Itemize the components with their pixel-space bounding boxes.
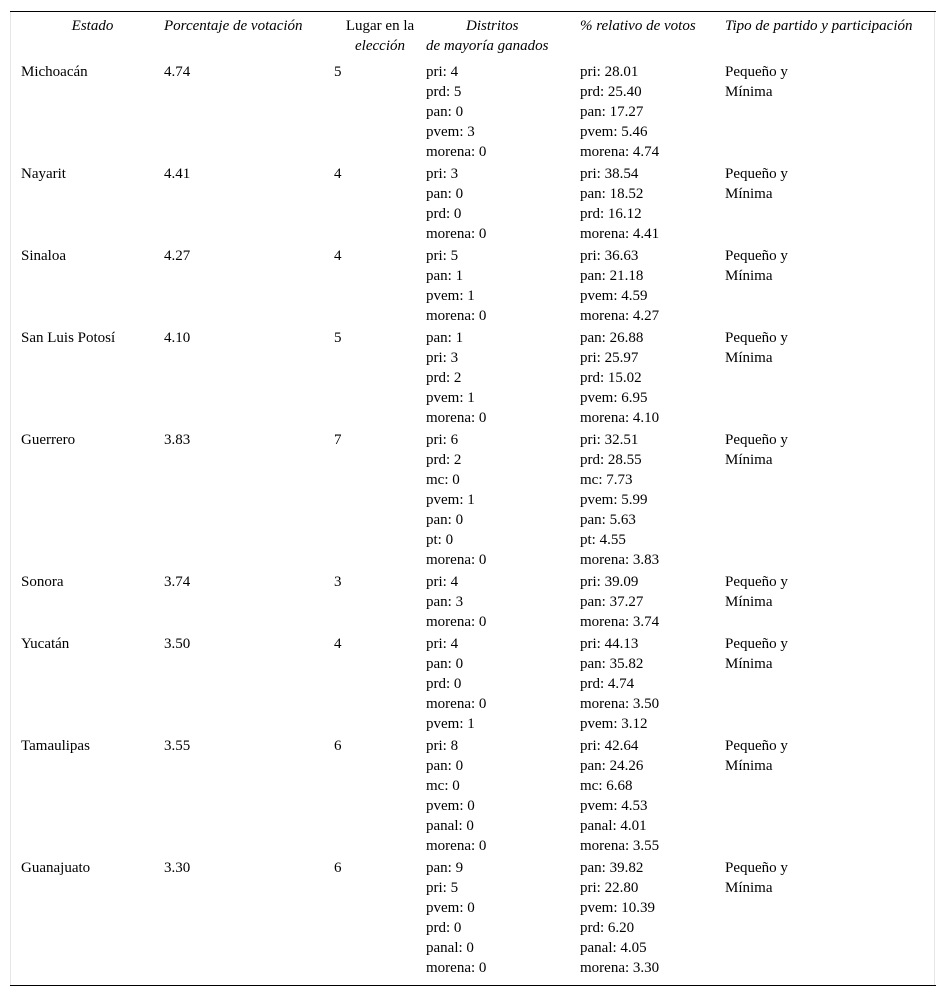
relativo-line: pri: 36.63 [580,248,639,264]
cell-relativo [580,572,725,634]
relativo-line: pri: 32.51 [580,432,639,448]
relativo-line: morena: 3.50 [580,696,660,712]
distritos-line: morena: 0 [426,838,487,854]
distritos-line: pri: 4 [426,636,459,652]
porcentaje-value: 4.74 [164,64,191,80]
relativo-line: pvem: 10.39 [580,900,655,916]
distritos-line: mc: 0 [426,472,460,488]
cell-relativo [580,736,725,858]
relativo-line: prd: 15.02 [580,370,642,386]
relativo-line: pvem: 6.95 [580,390,648,406]
header-row [11,16,935,62]
cell-relativo [580,858,725,980]
header-distritos-line1: Distritos [466,18,519,34]
cell-lugar [334,736,426,858]
distritos-line: pvem: 3 [426,124,475,140]
tipo-line2: Mínima [725,656,773,672]
distritos-line: pt: 0 [426,532,454,548]
distritos-line: panal: 0 [426,940,474,956]
lugar-value: 4 [334,166,342,182]
cell-lugar [334,634,426,736]
lugar-value: 3 [334,574,342,590]
cell-tipo [725,572,935,634]
cell-porcentaje [164,328,334,430]
cell-tipo [725,328,935,430]
table-row [11,430,935,572]
header-lugar-line1: Lugar en la [345,18,415,34]
estado-value: San Luis Potosí [21,330,116,346]
cell-relativo [580,328,725,430]
estado-value: Guerrero [21,432,76,448]
table-row [11,634,935,736]
tipo-line1: Pequeño y [725,574,788,590]
cell-lugar [334,164,426,246]
relativo-line: prd: 25.40 [580,84,642,100]
cell-tipo [725,62,935,164]
cell-lugar [334,430,426,572]
lugar-value: 4 [334,248,342,264]
cell-tipo [725,246,935,328]
relativo-line: mc: 7.73 [580,472,633,488]
porcentaje-value: 3.83 [164,432,191,448]
cell-lugar [334,858,426,980]
lugar-value: 7 [334,432,342,448]
cell-porcentaje [164,164,334,246]
tipo-line1: Pequeño y [725,432,788,448]
distritos-line: pan: 1 [426,268,464,284]
cell-distritos [426,164,580,246]
tipo-line2: Mínima [725,452,773,468]
porcentaje-value: 3.74 [164,574,191,590]
distritos-line: pvem: 1 [426,288,475,304]
relativo-line: morena: 4.74 [580,144,660,160]
relativo-line: pan: 39.82 [580,860,644,876]
lugar-value: 6 [334,860,342,876]
relativo-line: morena: 3.30 [580,960,660,976]
header-tipo-label: Tipo de partido y participación [725,18,913,34]
tipo-line1: Pequeño y [725,64,788,80]
cell-lugar [334,328,426,430]
distritos-line: morena: 0 [426,308,487,324]
relativo-line: pan: 18.52 [580,186,644,202]
cell-relativo [580,634,725,736]
relativo-line: pan: 37.27 [580,594,644,610]
distritos-line: morena: 0 [426,696,487,712]
relativo-line: pan: 21.18 [580,268,644,284]
tipo-line1: Pequeño y [725,860,788,876]
relativo-line: morena: 4.10 [580,410,660,426]
distritos-line: morena: 0 [426,410,487,426]
distritos-line: pan: 1 [426,330,464,346]
cell-lugar [334,572,426,634]
relativo-line: pan: 35.82 [580,656,644,672]
relativo-line: morena: 3.74 [580,614,660,630]
distritos-line: mc: 0 [426,778,460,794]
cell-tipo [725,858,935,980]
porcentaje-value: 4.41 [164,166,191,182]
cell-porcentaje [164,246,334,328]
cell-porcentaje [164,572,334,634]
distritos-line: morena: 0 [426,552,487,568]
tipo-line2: Mínima [725,880,773,896]
tipo-line2: Mínima [725,84,773,100]
porcentaje-value: 3.30 [164,860,191,876]
porcentaje-value: 4.10 [164,330,191,346]
relativo-line: pri: 22.80 [580,880,639,896]
cell-distritos [426,62,580,164]
porcentaje-value: 3.50 [164,636,191,652]
cell-estado [11,736,164,858]
distritos-line: pri: 5 [426,248,459,264]
relativo-line: panal: 4.01 [580,818,647,834]
tipo-line1: Pequeño y [725,330,788,346]
distritos-line: pvem: 1 [426,492,475,508]
distritos-line: pvem: 0 [426,798,475,814]
relativo-line: morena: 3.83 [580,552,660,568]
relativo-line: pvem: 5.46 [580,124,648,140]
cell-estado [11,858,164,980]
estado-value: Tamaulipas [21,738,90,754]
table-row [11,736,935,858]
tipo-line2: Mínima [725,350,773,366]
cell-estado [11,572,164,634]
table-row [11,164,935,246]
table-row [11,328,935,430]
relativo-line: pri: 38.54 [580,166,639,182]
relativo-line: morena: 4.41 [580,226,660,242]
cell-estado [11,328,164,430]
relativo-line: pvem: 3.12 [580,716,648,732]
relativo-line: morena: 4.27 [580,308,660,324]
tipo-line1: Pequeño y [725,248,788,264]
distritos-line: prd: 2 [426,370,462,386]
relativo-line: pri: 25.97 [580,350,639,366]
cell-distritos [426,736,580,858]
cell-relativo [580,430,725,572]
table-row [11,572,935,634]
cell-distritos [426,572,580,634]
distritos-line: pvem: 1 [426,390,475,406]
cell-tipo [725,430,935,572]
cell-estado [11,246,164,328]
distritos-line: pan: 3 [426,594,464,610]
tipo-line1: Pequeño y [725,166,788,182]
cell-distritos [426,634,580,736]
results-table [11,16,935,980]
distritos-line: pan: 0 [426,186,464,202]
relativo-line: morena: 3.55 [580,838,660,854]
distritos-line: panal: 0 [426,818,474,834]
distritos-line: morena: 0 [426,144,487,160]
porcentaje-value: 3.55 [164,738,191,754]
cell-estado [11,430,164,572]
cell-porcentaje [164,858,334,980]
relativo-line: pri: 44.13 [580,636,639,652]
estado-value: Nayarit [21,166,66,182]
cell-tipo [725,634,935,736]
cell-porcentaje [164,634,334,736]
relativo-line: prd: 28.55 [580,452,642,468]
cell-lugar [334,62,426,164]
tipo-line1: Pequeño y [725,636,788,652]
lugar-value: 5 [334,64,342,80]
distritos-line: prd: 5 [426,84,462,100]
porcentaje-value: 4.27 [164,248,191,264]
distritos-line: pan: 0 [426,758,464,774]
table-row [11,62,935,164]
tipo-line2: Mínima [725,268,773,284]
distritos-line: pan: 0 [426,656,464,672]
tipo-line1: Pequeño y [725,738,788,754]
tipo-line2: Mínima [725,186,773,202]
table-top-rule [10,11,936,12]
distritos-line: morena: 0 [426,614,487,630]
cell-porcentaje [164,430,334,572]
distritos-line: prd: 0 [426,676,462,692]
estado-value: Michoacán [21,64,88,80]
relativo-line: mc: 6.68 [580,778,633,794]
estado-value: Sinaloa [21,248,66,264]
header-porcentaje [164,16,334,62]
cell-tipo [725,736,935,858]
relativo-line: pvem: 4.53 [580,798,648,814]
cell-tipo [725,164,935,246]
cell-estado [11,62,164,164]
table-body [11,62,935,980]
relativo-line: pan: 17.27 [580,104,644,120]
distritos-line: morena: 0 [426,226,487,242]
distritos-line: prd: 2 [426,452,462,468]
relativo-line: pri: 42.64 [580,738,639,754]
header-estado-label: Estado [71,18,114,34]
tipo-line2: Mínima [725,758,773,774]
relativo-line: prd: 4.74 [580,676,635,692]
lugar-value: 6 [334,738,342,754]
distritos-line: prd: 0 [426,920,462,936]
estado-value: Sonora [21,574,64,590]
distritos-line: pri: 4 [426,64,459,80]
relativo-line: pt: 4.55 [580,532,626,548]
distritos-line: pri: 8 [426,738,459,754]
header-distritos [426,16,580,62]
header-lugar [334,16,426,62]
cell-distritos [426,328,580,430]
tipo-line2: Mínima [725,594,773,610]
estado-value: Guanajuato [21,860,91,876]
cell-relativo [580,164,725,246]
cell-relativo [580,246,725,328]
distritos-line: pri: 3 [426,350,459,366]
table-row [11,246,935,328]
header-lugar-line2: elección [355,38,405,54]
cell-distritos [426,246,580,328]
distritos-line: pri: 6 [426,432,459,448]
table-bottom-rule [10,985,936,986]
distritos-line: pan: 9 [426,860,464,876]
relativo-line: pan: 26.88 [580,330,644,346]
relativo-line: prd: 6.20 [580,920,635,936]
cell-lugar [334,246,426,328]
distritos-line: pvem: 1 [426,716,475,732]
cell-distritos [426,430,580,572]
relativo-line: panal: 4.05 [580,940,647,956]
cell-distritos [426,858,580,980]
estado-value: Yucatán [21,636,70,652]
relativo-line: pan: 5.63 [580,512,636,528]
distritos-line: morena: 0 [426,960,487,976]
distritos-line: pvem: 0 [426,900,475,916]
header-relativo [580,16,725,62]
cell-relativo [580,62,725,164]
distritos-line: pri: 3 [426,166,459,182]
header-porcentaje-label: Porcentaje de votación [164,18,303,34]
relativo-line: pvem: 4.59 [580,288,648,304]
relativo-line: pan: 24.26 [580,758,644,774]
cell-porcentaje [164,62,334,164]
lugar-value: 4 [334,636,342,652]
distritos-line: pri: 5 [426,880,459,896]
cell-porcentaje [164,736,334,858]
header-distritos-line2: de mayoría ganados [426,38,549,54]
lugar-value: 5 [334,330,342,346]
distritos-line: prd: 0 [426,206,462,222]
relativo-line: pri: 39.09 [580,574,639,590]
distritos-line: pri: 4 [426,574,459,590]
relativo-line: prd: 16.12 [580,206,642,222]
relativo-line: pri: 28.01 [580,64,639,80]
cell-estado [11,164,164,246]
distritos-line: pan: 0 [426,512,464,528]
distritos-line: pan: 0 [426,104,464,120]
header-tipo [725,16,935,62]
table-row [11,858,935,980]
header-relativo-label: % relativo de votos [580,18,696,34]
header-estado [11,16,164,62]
cell-estado [11,634,164,736]
table-header [11,16,935,62]
relativo-line: pvem: 5.99 [580,492,648,508]
